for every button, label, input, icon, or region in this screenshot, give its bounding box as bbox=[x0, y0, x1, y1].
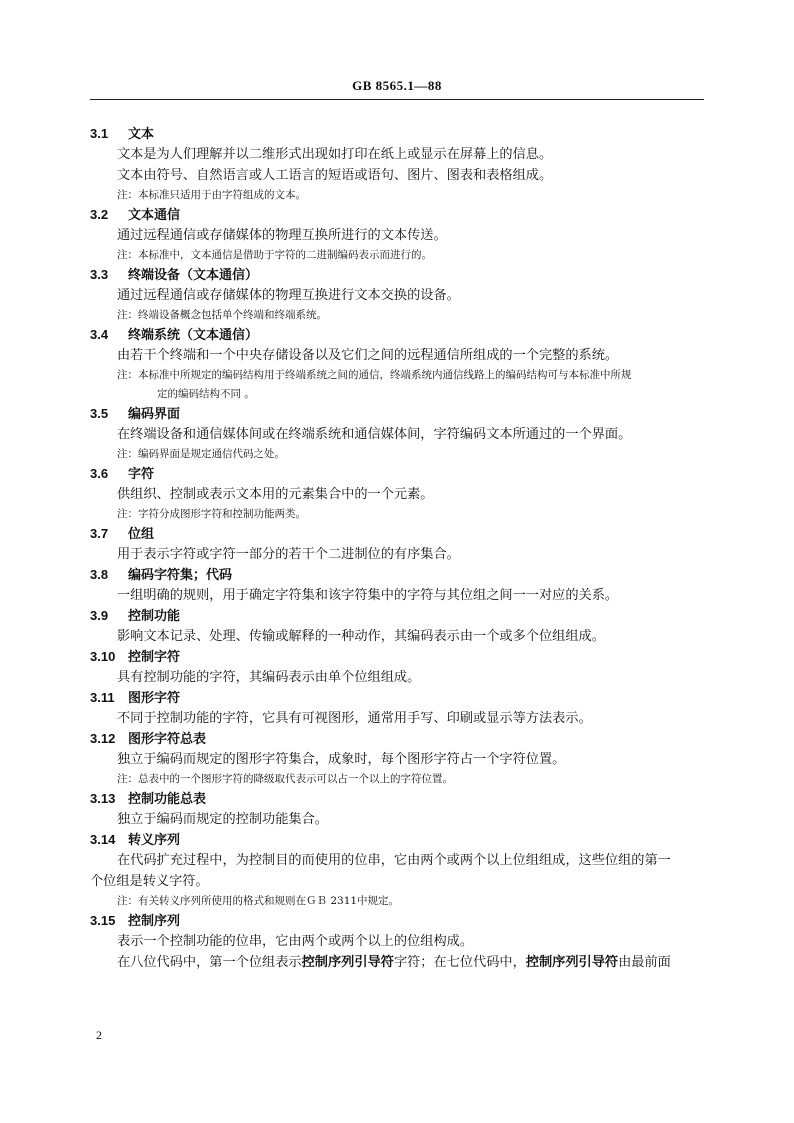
definition-text: 在代码扩充过程中，为控制目的而使用的位串，它由两个或两个以上位组组成，这些位组的第一 bbox=[117, 853, 671, 868]
definition-text: 在终端设备和通信媒体间或在终端系统和通信媒体间，字符编码文本所通过的一个界面。 bbox=[117, 427, 632, 442]
section-title: 图形字符 bbox=[128, 691, 181, 706]
definition-text: 独立于编码而规定的控制功能集合。 bbox=[117, 812, 328, 827]
definition-text: 一组明确的规则，用于确定字符集和该字符集中的字符与其位组之间一一对应的关系。 bbox=[117, 588, 619, 603]
section-note: 注：编码界面是规定通信代码之处。 bbox=[117, 448, 285, 460]
page-number: 2 bbox=[96, 1028, 102, 1042]
section-3-6 bbox=[90, 464, 710, 524]
section-heading bbox=[90, 911, 710, 931]
definition-text: 独立于编码而规定的图形字符集合，成象时，每个图形字符占一个字符位置。 bbox=[117, 752, 566, 767]
definition-text: 文本由符号、自然语言或人工语言的短语或语句、图片、图表和表格组成。 bbox=[117, 168, 553, 183]
emphasized-term: 控制序列引导符 bbox=[525, 955, 619, 970]
section-heading bbox=[90, 464, 710, 484]
section-3-4 bbox=[90, 325, 710, 404]
section-note: 注：字符分成图形字符和控制功能两类。 bbox=[117, 508, 306, 520]
definition-text: 具有控制功能的字符，其编码表示由单个位组组成。 bbox=[117, 670, 421, 685]
section-number: 3.11 bbox=[90, 690, 115, 705]
section-heading bbox=[90, 729, 710, 749]
emphasized-term: 控制序列引导符 bbox=[301, 955, 394, 970]
section-number: 3.8 bbox=[90, 567, 109, 582]
definition-text: 不同于控制功能的字符，它具有可视图形，通常用手写、印刷或显示等方法表示。 bbox=[117, 711, 592, 726]
section-3-10 bbox=[90, 647, 710, 688]
section-3-13 bbox=[90, 789, 710, 830]
section-heading bbox=[90, 524, 710, 544]
section-note: 注：有关转义序列所使用的格式和规则在ＧＢ 2311中规定。 bbox=[117, 895, 400, 907]
header-rule bbox=[90, 99, 704, 100]
section-number: 3.1 bbox=[90, 126, 109, 141]
section-heading bbox=[90, 325, 710, 345]
definition-text: 由若干个终端和一个中央存储设备以及它们之间的远程通信所组成的一个完整的系统。 bbox=[117, 348, 619, 363]
section-title: 文本通信 bbox=[128, 208, 181, 223]
section-number: 3.5 bbox=[90, 406, 109, 421]
section-number: 3.13 bbox=[90, 791, 116, 806]
definition-text: 通过远程通信或存储媒体的物理互换进行文本交换的设备。 bbox=[117, 288, 460, 303]
section-heading bbox=[90, 205, 710, 225]
section-note-continuation: 定的编码结构不同 。 bbox=[157, 388, 255, 400]
section-number: 3.2 bbox=[90, 207, 109, 222]
definition-text: 文本是为人们理解并以二维形式出现如打印在纸上或显示在屏幕上的信息。 bbox=[117, 147, 553, 162]
section-note: 注：本标准中所规定的编码结构用于终端系统之间的通信，终端系统内通信线路上的编码结构可与本标准中所规 bbox=[117, 369, 632, 381]
definition-text bbox=[90, 952, 710, 973]
section-title: 位组 bbox=[128, 527, 155, 542]
section-heading bbox=[90, 647, 710, 667]
section-heading bbox=[90, 265, 710, 285]
section-title: 转义序列 bbox=[128, 833, 181, 848]
section-title: 控制字符 bbox=[128, 650, 181, 665]
section-3-9 bbox=[90, 606, 710, 647]
section-number: 3.7 bbox=[90, 526, 109, 541]
text-run: 字符；在七位代码中， bbox=[393, 955, 526, 970]
section-heading bbox=[90, 789, 710, 809]
section-number: 3.4 bbox=[90, 327, 109, 342]
definition-text: 通过远程通信或存储媒体的物理互换所进行的文本传送。 bbox=[117, 228, 447, 243]
section-3-2 bbox=[90, 205, 710, 265]
definition-text: 供组织、控制或表示文本用的元素集合中的一个元素。 bbox=[117, 487, 434, 502]
section-heading bbox=[90, 830, 710, 850]
document-code-header: GB 8565.1—88 bbox=[352, 78, 442, 93]
section-note: 注：本标准只适用于由字符组成的文本。 bbox=[117, 189, 306, 201]
section-number: 3.15 bbox=[90, 913, 116, 928]
section-title: 控制功能总表 bbox=[128, 792, 207, 807]
section-number: 3.3 bbox=[90, 267, 109, 282]
definition-text: 表示一个控制功能的位串，它由两个或两个以上的位组构成。 bbox=[117, 934, 474, 949]
section-3-8 bbox=[90, 565, 710, 606]
section-title: 终端系统（文本通信） bbox=[128, 328, 259, 343]
definition-text: 个位组是转义字符。 bbox=[90, 874, 209, 889]
section-3-11 bbox=[90, 688, 710, 729]
section-heading bbox=[90, 606, 710, 626]
section-title: 文本 bbox=[128, 127, 155, 142]
section-3-14 bbox=[90, 830, 710, 911]
section-heading bbox=[90, 404, 710, 424]
section-heading bbox=[90, 565, 710, 585]
section-3-7 bbox=[90, 524, 710, 565]
section-number: 3.10 bbox=[90, 649, 116, 664]
section-title: 编码字符集；代码 bbox=[128, 568, 233, 583]
text-run: 在八位代码中，第一个位组表示 bbox=[117, 955, 302, 970]
section-heading bbox=[90, 124, 710, 144]
section-note: 注：总表中的一个图形字符的降级取代表示可以占一个以上的字符位置。 bbox=[117, 773, 453, 785]
section-number: 3.14 bbox=[90, 832, 116, 847]
section-3-15 bbox=[90, 911, 710, 973]
section-title: 字符 bbox=[128, 467, 155, 482]
section-3-1 bbox=[90, 124, 710, 205]
definition-text: 影响文本记录、处理、传输或解释的一种动作，其编码表示由一个或多个位组组成。 bbox=[117, 629, 605, 644]
section-title: 图形字符总表 bbox=[128, 732, 207, 747]
section-title: 控制功能 bbox=[128, 609, 181, 624]
section-note: 注：本标准中，文本通信是借助于字符的二进制编码表示而进行的。 bbox=[117, 249, 432, 261]
section-number: 3.6 bbox=[90, 466, 109, 481]
section-title: 控制序列 bbox=[128, 914, 181, 929]
definition-text: 用于表示字符或字符一部分的若干个二进制位的有序集合。 bbox=[117, 547, 460, 562]
section-number: 3.9 bbox=[90, 608, 109, 623]
text-run: 由最前面 bbox=[618, 955, 671, 970]
section-note: 注：终端设备概念包括单个终端和终端系统。 bbox=[117, 309, 327, 321]
section-title: 终端设备（文本通信） bbox=[128, 268, 259, 283]
section-number: 3.12 bbox=[90, 731, 116, 746]
section-heading bbox=[90, 688, 710, 708]
section-3-12 bbox=[90, 729, 710, 789]
document-body bbox=[90, 124, 710, 973]
section-title: 编码界面 bbox=[128, 407, 181, 422]
section-3-3 bbox=[90, 265, 710, 325]
section-3-5 bbox=[90, 404, 710, 464]
